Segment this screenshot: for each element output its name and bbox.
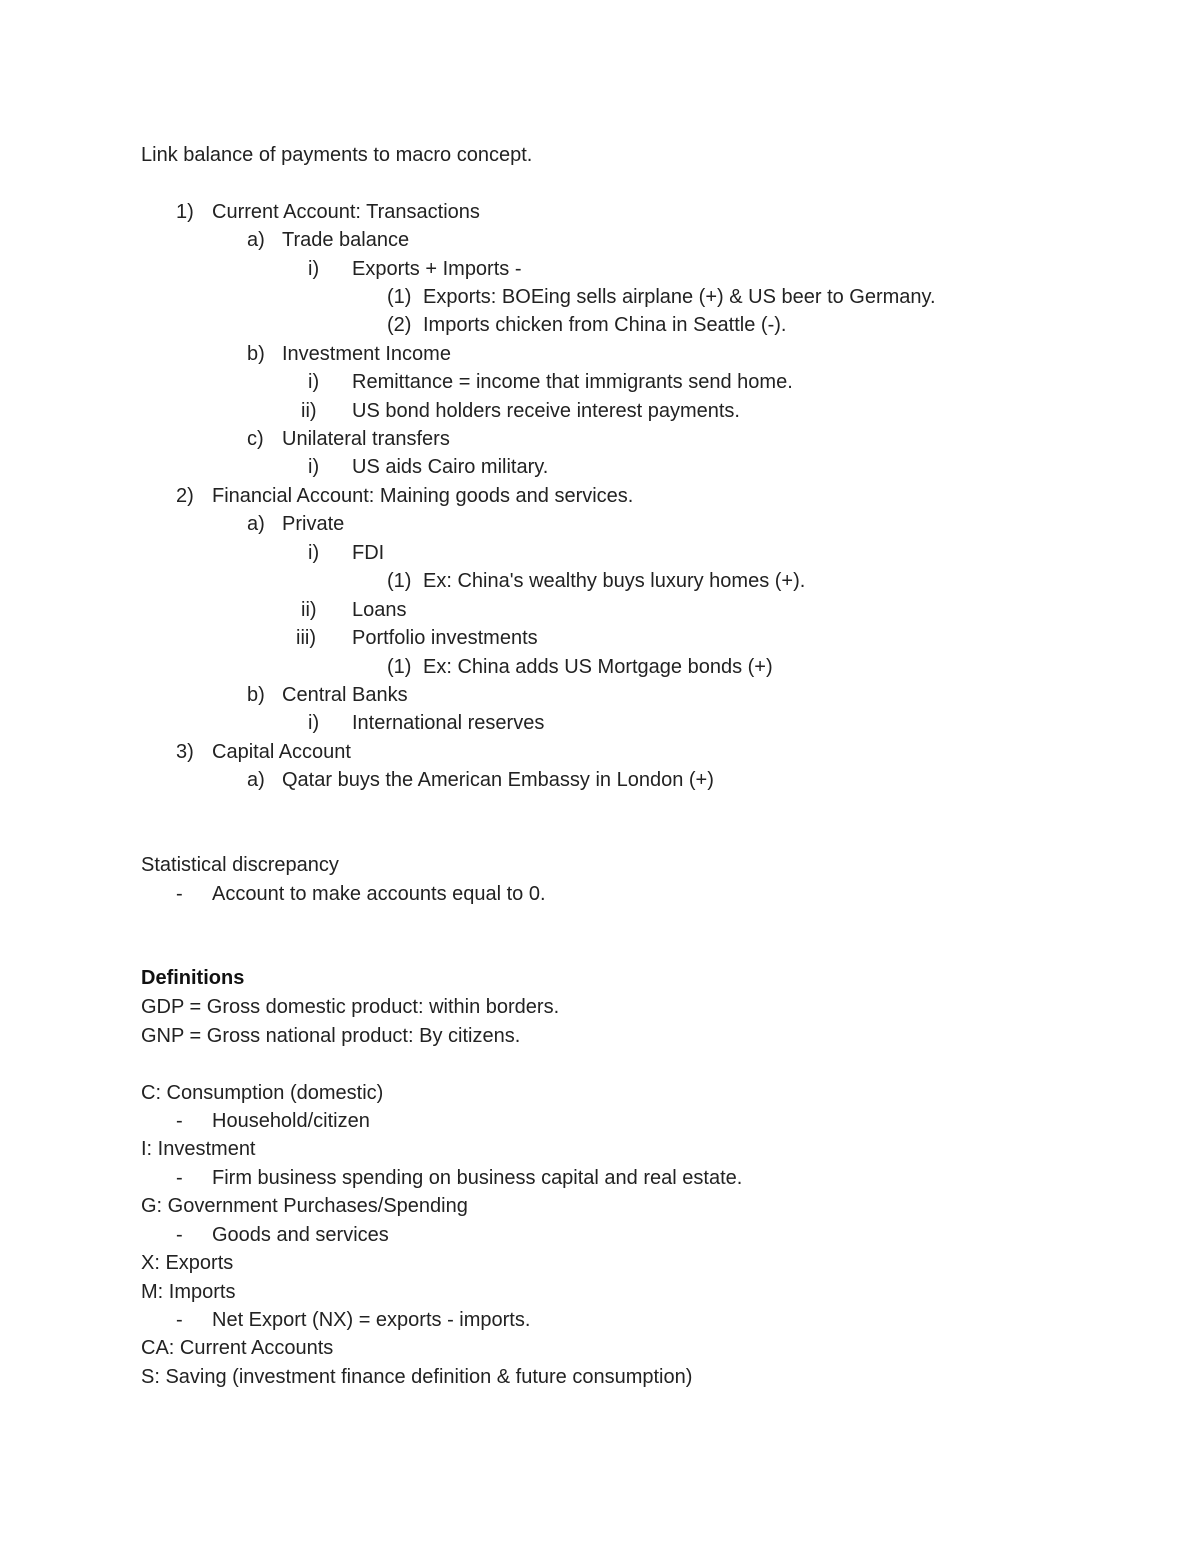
list-marker: c)	[247, 428, 264, 450]
definition-g: G: Government Purchases/Spending	[141, 1195, 468, 1217]
list-item: Exports + Imports -	[352, 258, 522, 280]
definition-s: S: Saving (investment finance definition & future consumption)	[141, 1366, 693, 1388]
bullet-dash: -	[176, 1110, 183, 1132]
list-item: US aids Cairo military.	[352, 456, 549, 478]
list-marker: a)	[247, 513, 265, 535]
section-heading: Statistical discrepancy	[141, 854, 339, 876]
list-marker: (2)	[387, 314, 412, 336]
list-item: Remittance = income that immigrants send home.	[352, 371, 793, 393]
list-marker: b)	[247, 684, 265, 706]
list-marker: 3)	[176, 741, 194, 763]
list-item: Qatar buys the American Embassy in London (+)	[282, 769, 714, 791]
list-marker: (1)	[387, 570, 412, 592]
definition-c-sub: Household/citizen	[212, 1110, 370, 1132]
list-item: Unilateral transfers	[282, 428, 450, 450]
list-item: Portfolio investments	[352, 627, 538, 649]
document-title: Link balance of payments to macro concept.	[141, 144, 533, 166]
list-marker: i)	[308, 371, 320, 393]
list-item: FDI	[352, 542, 385, 564]
list-marker: a)	[247, 769, 265, 791]
definition-c: C: Consumption (domestic)	[141, 1082, 384, 1104]
definition-m-sub: Net Export (NX) = exports - imports.	[212, 1309, 531, 1331]
list-marker: 2)	[176, 485, 194, 507]
list-item: Imports chicken from China in Seattle (-).	[423, 314, 787, 336]
list-item: Financial Account: Maining goods and services.	[212, 485, 634, 507]
definition-gnp: GNP = Gross national product: By citizens.	[141, 1025, 521, 1047]
definitions-heading: Definitions	[141, 967, 245, 989]
list-item: Ex: China's wealthy buys luxury homes (+).	[423, 570, 806, 592]
list-marker: (1)	[387, 656, 412, 678]
list-item: Central Banks	[282, 684, 408, 706]
definition-i-sub: Firm business spending on business capital and real estate.	[212, 1167, 743, 1189]
list-item: Private	[282, 513, 345, 535]
list-item: International reserves	[352, 712, 545, 734]
definition-gdp: GDP = Gross domestic product: within borders.	[141, 996, 560, 1018]
list-item: Current Account: Transactions	[212, 201, 480, 223]
definition-x: X: Exports	[141, 1252, 234, 1274]
bullet-item: Account to make accounts equal to 0.	[212, 883, 546, 905]
list-marker: 1)	[176, 201, 194, 223]
bullet-dash: -	[176, 883, 183, 905]
list-marker: i)	[308, 258, 320, 280]
bullet-dash: -	[176, 1167, 183, 1189]
list-item: Ex: China adds US Mortgage bonds (+)	[423, 656, 773, 678]
list-marker: a)	[247, 229, 265, 251]
list-marker: i)	[308, 542, 320, 564]
list-marker: iii)	[296, 627, 316, 649]
definition-g-sub: Goods and services	[212, 1224, 389, 1246]
list-item: Exports: BOEing sells airplane (+) & US beer to Germany.	[423, 286, 936, 308]
list-marker: ii)	[301, 599, 317, 621]
list-item: Investment Income	[282, 343, 451, 365]
list-marker: i)	[308, 456, 320, 478]
list-marker: ii)	[301, 400, 317, 422]
definition-i: I: Investment	[141, 1138, 256, 1160]
list-item: Capital Account	[212, 741, 351, 763]
list-item: Loans	[352, 599, 407, 621]
list-marker: i)	[308, 712, 320, 734]
definition-m: M: Imports	[141, 1281, 236, 1303]
list-marker: (1)	[387, 286, 412, 308]
bullet-dash: -	[176, 1309, 183, 1331]
list-item: Trade balance	[282, 229, 410, 251]
bullet-dash: -	[176, 1224, 183, 1246]
list-marker: b)	[247, 343, 265, 365]
definition-ca: CA: Current Accounts	[141, 1337, 334, 1359]
list-item: US bond holders receive interest payments.	[352, 400, 740, 422]
